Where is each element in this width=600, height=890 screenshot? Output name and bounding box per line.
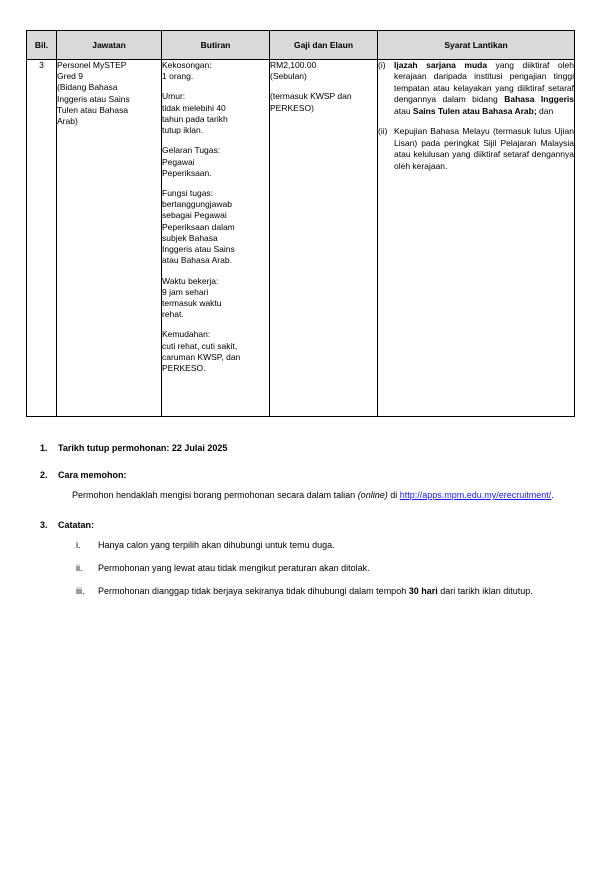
text-line: PERKESO. (162, 363, 206, 374)
note-number-1: 1. (40, 443, 48, 453)
text-line: cuti rehat, cuti sakit, (162, 340, 238, 351)
text-line: Arab) (57, 116, 78, 127)
list-item-marker: iii. (76, 585, 85, 596)
text-line: Umur: (162, 91, 186, 102)
text-line: (termasuk KWSP dan (270, 91, 352, 102)
apply-instructions: Permohon hendaklah mengisi borang permohonan secara dalam talian (online) di http://apps.mpm.edu.my/erecruitment/. (72, 490, 554, 500)
requirement-item (378, 60, 574, 117)
butiran-paragraph (162, 276, 269, 321)
text-line: (Bidang Bahasa (57, 82, 118, 93)
list-item (72, 562, 574, 575)
note-value-tarikh-tutup: 22 Julai 2025 (171, 443, 228, 453)
text-line: Fungsi tugas: (162, 187, 214, 198)
text-line: Kemudahan: (162, 329, 211, 340)
remarks-list (72, 539, 574, 598)
table-body (27, 60, 575, 417)
cell-gaji-dan-elaun (270, 60, 378, 417)
column-header-gaji-dan-elaun: Gaji dan Elaun (270, 31, 378, 60)
butiran-paragraph (162, 188, 269, 267)
cell-butiran (162, 60, 270, 417)
jawatan-text (57, 60, 161, 127)
note-number-3: 3. (40, 519, 48, 530)
column-header-bil: Bil. (27, 31, 57, 60)
text-line: subjek Bahasa (162, 232, 218, 243)
text-line: Gred 9 (57, 71, 83, 82)
note-closing-date (26, 443, 574, 453)
note-title-cara-memohon: Cara memohon: (58, 470, 127, 480)
requirement-marker: (ii) (378, 126, 388, 137)
text-line: 9 jam sehari (162, 286, 209, 297)
text-line: Pegawai (162, 156, 195, 167)
table-header (27, 31, 575, 60)
cell-jawatan (57, 60, 162, 417)
table-header-row (27, 31, 575, 60)
note-how-to-apply (26, 470, 574, 503)
text-line: tahun pada tarikh (162, 113, 228, 124)
note-title-catatan: Catatan: (58, 519, 95, 530)
text-line: rehat. (162, 309, 184, 320)
list-item-text: Permohonan yang lewat atau tidak mengikut peraturan akan ditolak. (98, 562, 370, 573)
text-line: Kekosongan: (162, 60, 212, 70)
butiran-paragraph (162, 91, 269, 136)
gaji-paragraph (270, 60, 377, 82)
text-line: tidak melebihi 40 (162, 102, 226, 113)
text-line: 1 orang. (162, 71, 194, 82)
text-line: bertanggungjawab (162, 199, 232, 210)
requirement-text: Kepujian Bahasa Melayu (termasuk lulus Ujian Lisan) pada peringkat Sijil Pelajaran Malaysia atau kelulusan yang diiktiraf setaraf dengannya oleh kerajaan. (394, 126, 574, 171)
text-line: Inggeris atau Sains (162, 244, 235, 255)
list-item-marker: ii. (76, 562, 83, 573)
gaji-paragraph (270, 91, 377, 113)
text-line: termasuk waktu (162, 297, 222, 308)
note-number-2: 2. (40, 470, 48, 480)
table-row (27, 60, 575, 417)
list-item (72, 585, 574, 598)
text-line: Peperiksaan dalam (162, 221, 235, 232)
note-remarks (26, 520, 574, 598)
butiran-paragraph (162, 60, 269, 82)
text-line: Waktu bekerja: (162, 275, 219, 286)
list-item-text: Hanya calon yang terpilih akan dihubungi untuk temu duga. (98, 539, 335, 550)
note-title-1 (58, 443, 227, 453)
note-label-tarikh-tutup: Tarikh tutup permohonan: (58, 443, 170, 453)
text-line: atau Bahasa Arab. (162, 255, 232, 266)
text-line: tutup iklan. (162, 125, 204, 136)
text-line: Inggeris atau Sains (57, 93, 130, 104)
notes-section (26, 443, 574, 598)
butiran-paragraph (162, 329, 269, 374)
note-body-cara-memohon (72, 489, 574, 503)
requirement-text: Ijazah sarjana muda yang diiktiraf oleh kerajaan daripada institusi pengajian tinggi tempatan atau kelayakan yang diiktiraf setaraf dengannya dalam bidang Bahasa Inggeris atau Sains Tulen atau Bahasa Arab; dan (394, 60, 574, 116)
list-item (72, 539, 574, 552)
note-body-catatan (72, 539, 574, 598)
text-line: (Sebulan) (270, 71, 307, 82)
column-header-jawatan: Jawatan (57, 31, 162, 60)
column-header-syarat-lantikan: Syarat Lantikan (378, 31, 575, 60)
column-header-butiran: Butiran (162, 31, 270, 60)
text-line: Gelaran Tugas: (162, 145, 221, 156)
cell-syarat-lantikan (378, 60, 575, 417)
butiran-paragraph (162, 145, 269, 179)
text-line: Peperiksaan. (162, 167, 212, 178)
text-line: RM2,100.00 (270, 60, 317, 70)
list-item-text: Permohonan dianggap tidak berjaya sekiranya tidak dihubungi dalam tempoh 30 hari dari tarikh iklan ditutup. (98, 585, 533, 596)
cell-bil: 3 (27, 60, 57, 417)
text-line: Personel MySTEP (57, 60, 127, 70)
requirement-item (378, 126, 574, 172)
text-line: sebagai Pegawai (162, 210, 227, 221)
list-item-marker: i. (76, 539, 81, 550)
job-listing-table (26, 30, 575, 417)
requirement-marker: (i) (378, 60, 386, 70)
text-line: Tulen atau Bahasa (57, 104, 129, 115)
text-line: caruman KWSP, dan (162, 351, 241, 362)
text-line: PERKESO) (270, 102, 314, 113)
